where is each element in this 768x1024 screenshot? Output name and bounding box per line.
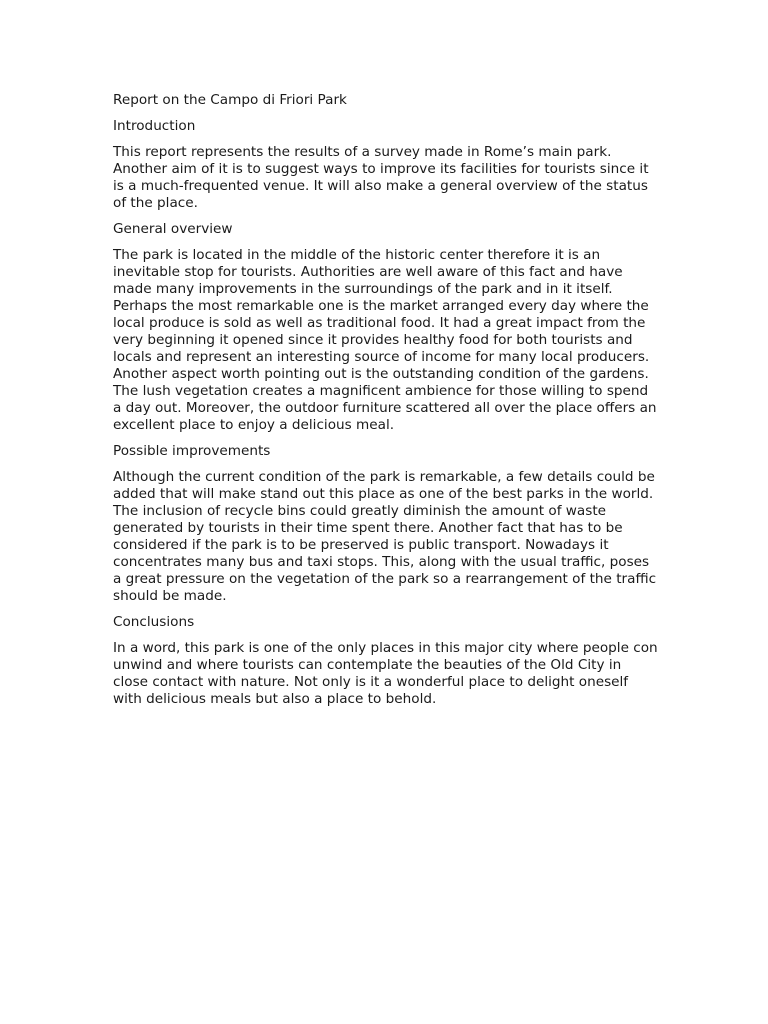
document-page bbox=[113, 92, 658, 717]
section-heading-introduction: Introduction bbox=[113, 118, 196, 134]
section-body-general-overview: The park is located in the middle of the historic center therefore it is an inevitable stop for tourists. Authorities are well aware of this fact and have made many improvements in the surroundings of the park and in it itself. Perhaps the most remarkable one is the market arranged every day where the local produce is sold as well as traditional food. It had a great impact from the very beginning it opened since it provides healthy food for both tourists and locals and represent an interesting source of income for many local producers. Another aspect worth pointing out is the outstanding condition of the gardens. The lush vegetation creates a magnificent ambience for those willing to spend a day out. Moreover, the outdoor furniture scattered all over the place offers an excellent place to enjoy a delicious meal. bbox=[113, 247, 657, 433]
section-body-introduction: This report represents the results of a survey made in Rome’s main park. Another aim of it is to suggest ways to improve its facilities for tourists since it is a much-frequented venue. It will also make a general overview of the status of the place. bbox=[113, 144, 649, 211]
section-heading-conclusions: Conclusions bbox=[113, 614, 195, 630]
document-title: Report on the Campo di Friori Park bbox=[113, 92, 347, 108]
section-heading-possible-improvements: Possible improvements bbox=[113, 443, 271, 459]
section-body-conclusions: In a word, this park is one of the only places in this major city where people con unwind and where tourists can contemplate the beauties of the Old City in close contact with nature. Not only is it a wonderful place to delight oneself with delicious meals but also a place to behold. bbox=[113, 640, 658, 707]
section-heading-general-overview: General overview bbox=[113, 221, 233, 237]
section-body-possible-improvements: Although the current condition of the park is remarkable, a few details could be added that will make stand out this place as one of the best parks in the world. The inclusion of recycle bins could greatly diminish the amount of waste generated by tourists in their time spent there. Another fact that has to be considered if the park is to be preserved is public transport. Nowadays it concentrates many bus and taxi stops. This, along with the usual traffic, poses a great pressure on the vegetation of the park so a rearrangement of the traffic should be made. bbox=[113, 469, 657, 604]
